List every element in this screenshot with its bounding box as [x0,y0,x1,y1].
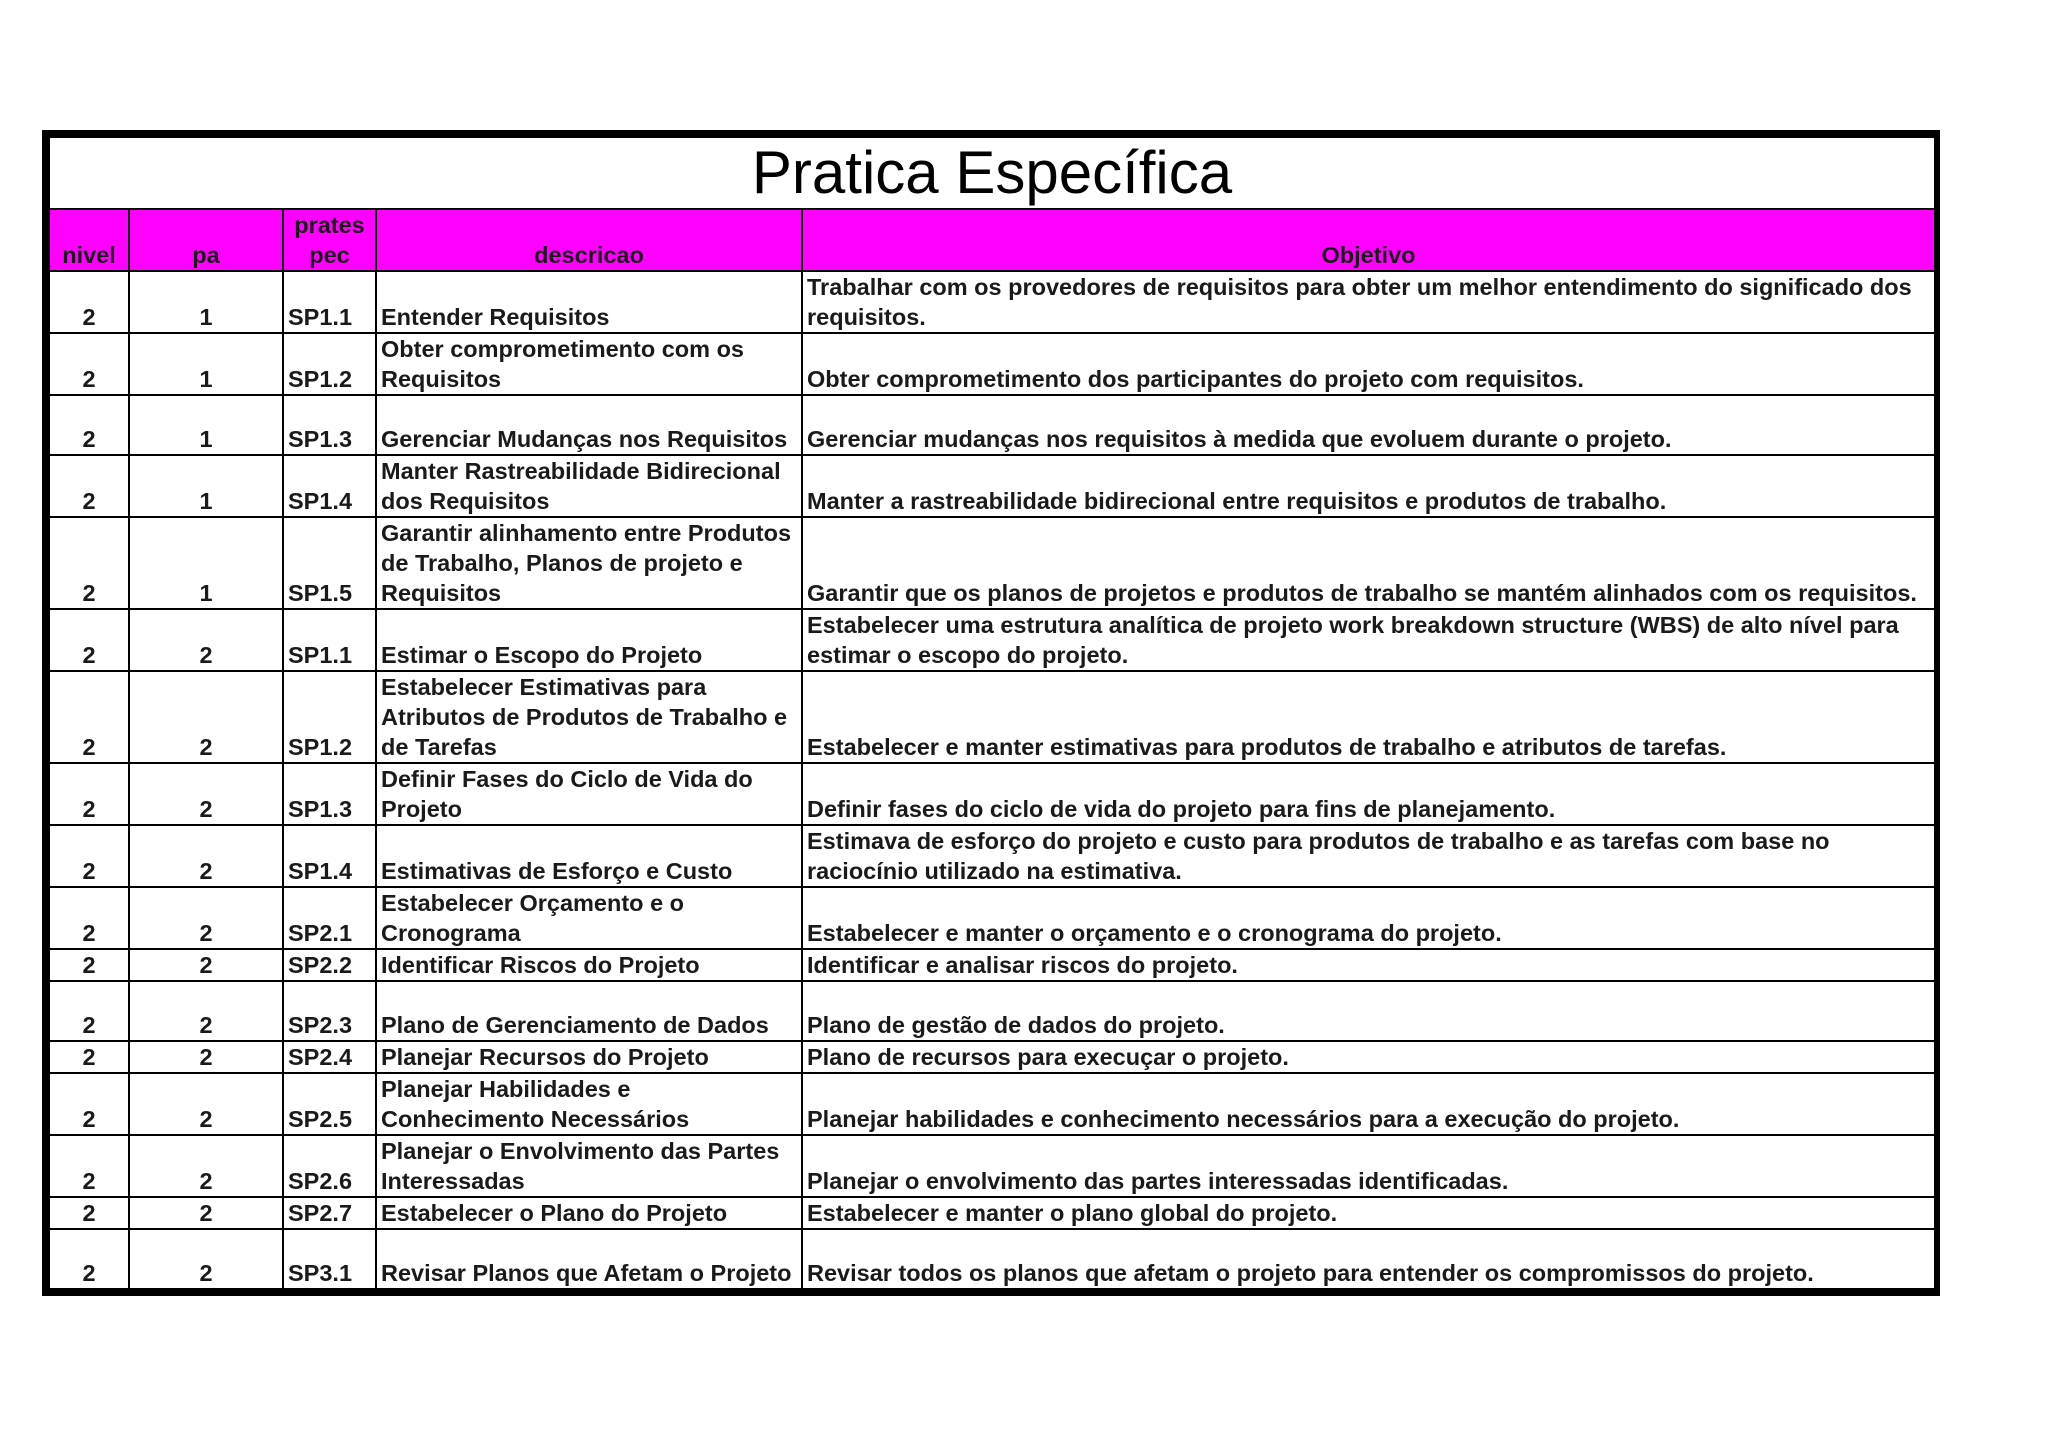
cell-objetivo: Estimava de esforço do projeto e custo para produtos de trabalho e as tarefas com base no raciocínio utilizado na estimativa. [802,825,1935,887]
cell-pec: SP1.2 [283,333,376,395]
cell-nivel: 2 [49,455,129,517]
cell-descricao: Garantir alinhamento entre Produtos de Trabalho, Planos de projeto e Requisitos [376,517,802,609]
cell-nivel: 2 [49,1197,129,1229]
cell-objetivo: Estabelecer e manter o orçamento e o cronograma do projeto. [802,887,1935,949]
cell-descricao: Manter Rastreabilidade Bidirecional dos Requisitos [376,455,802,517]
cell-pec: SP2.1 [283,887,376,949]
cell-pa: 2 [129,1073,283,1135]
cell-pa: 1 [129,271,283,333]
cell-pa: 2 [129,671,283,763]
cell-descricao: Estabelecer Orçamento e o Cronograma [376,887,802,949]
cell-pa: 2 [129,981,283,1041]
table-row [49,1197,1935,1229]
table-row [49,395,1935,455]
table-row [49,1073,1935,1135]
title-row [49,137,1935,209]
table-row [49,271,1935,333]
cell-pa: 2 [129,1197,283,1229]
cell-pa: 2 [129,609,283,671]
cell-pec: SP2.4 [283,1041,376,1073]
cell-nivel: 2 [49,1073,129,1135]
cell-pec: SP1.3 [283,763,376,825]
cell-descricao: Entender Requisitos [376,271,802,333]
cell-pec: SP1.5 [283,517,376,609]
cell-objetivo: Garantir que os planos de projetos e produtos de trabalho se mantém alinhados com os requisitos. [802,517,1935,609]
cell-objetivo: Definir fases do ciclo de vida do projeto para fins de planejamento. [802,763,1935,825]
cell-descricao: Obter comprometimento com os Requisitos [376,333,802,395]
cell-objetivo: Manter a rastreabilidade bidirecional entre requisitos e produtos de trabalho. [802,455,1935,517]
table-row [49,455,1935,517]
table-row [49,1135,1935,1197]
cell-pa: 2 [129,1135,283,1197]
cell-objetivo: Estabelecer e manter estimativas para produtos de trabalho e atributos de tarefas. [802,671,1935,763]
cell-nivel: 2 [49,517,129,609]
table-row [49,1041,1935,1073]
cell-nivel: 2 [49,763,129,825]
cell-pec: SP2.6 [283,1135,376,1197]
table-row [49,825,1935,887]
table-row [49,981,1935,1041]
cell-descricao: Estabelecer Estimativas para Atributos de Produtos de Trabalho e de Tarefas [376,671,802,763]
header-row [49,209,1935,271]
cell-pa: 2 [129,1041,283,1073]
cell-pa: 2 [129,887,283,949]
cell-pec: SP1.1 [283,271,376,333]
cell-nivel: 2 [49,981,129,1041]
table-row [49,949,1935,981]
cell-descricao: Estimativas de Esforço e Custo [376,825,802,887]
cell-objetivo: Trabalhar com os provedores de requisitos para obter um melhor entendimento do significado dos requisitos. [802,271,1935,333]
table-row [49,671,1935,763]
cell-pa: 1 [129,517,283,609]
table-row [49,609,1935,671]
table-row [49,333,1935,395]
cell-nivel: 2 [49,1229,129,1289]
cell-nivel: 2 [49,395,129,455]
cell-pec: SP2.2 [283,949,376,981]
cell-pec: SP1.1 [283,609,376,671]
table-row [49,763,1935,825]
spreadsheet-frame [42,130,1940,1296]
cell-objetivo: Planejar o envolvimento das partes interessadas identificadas. [802,1135,1935,1197]
cell-pec: SP2.3 [283,981,376,1041]
cell-pa: 2 [129,949,283,981]
cell-objetivo: Planejar habilidades e conhecimento necessários para a execução do projeto. [802,1073,1935,1135]
cell-pec: SP1.2 [283,671,376,763]
cell-objetivo: Gerenciar mudanças nos requisitos à medida que evoluem durante o projeto. [802,395,1935,455]
cell-pa: 1 [129,395,283,455]
cell-nivel: 2 [49,825,129,887]
cell-pec: SP1.4 [283,455,376,517]
table-row [49,1229,1935,1289]
column-header-nivel: nivel [49,209,129,271]
column-header-objetivo: Objetivo [802,209,1935,271]
cell-nivel: 2 [49,1041,129,1073]
table-row [49,517,1935,609]
cell-pa: 2 [129,1229,283,1289]
cell-descricao: Plano de Gerenciamento de Dados [376,981,802,1041]
cell-pa: 1 [129,455,283,517]
cell-objetivo: Revisar todos os planos que afetam o projeto para entender os compromissos do projeto. [802,1229,1935,1289]
cell-objetivo: Estabelecer e manter o plano global do projeto. [802,1197,1935,1229]
cell-pec: SP2.7 [283,1197,376,1229]
cell-objetivo: Plano de recursos para execuçar o projeto. [802,1041,1935,1073]
cell-pa: 1 [129,333,283,395]
cell-nivel: 2 [49,271,129,333]
cell-objetivo: Estabelecer uma estrutura analítica de projeto work breakdown structure (WBS) de alto nível para estimar o escopo do projeto. [802,609,1935,671]
cell-nivel: 2 [49,333,129,395]
table-row [49,887,1935,949]
cell-nivel: 2 [49,609,129,671]
cell-pec: SP1.3 [283,395,376,455]
cell-nivel: 2 [49,949,129,981]
cell-descricao: Identificar Riscos do Projeto [376,949,802,981]
cell-descricao: Estimar o Escopo do Projeto [376,609,802,671]
cell-pa: 2 [129,763,283,825]
cell-descricao: Planejar Recursos do Projeto [376,1041,802,1073]
cell-descricao: Estabelecer o Plano do Projeto [376,1197,802,1229]
cell-descricao: Revisar Planos que Afetam o Projeto [376,1229,802,1289]
cell-descricao: Planejar Habilidades e Conhecimento Necessários [376,1073,802,1135]
cell-descricao: Definir Fases do Ciclo de Vida do Projeto [376,763,802,825]
cell-objetivo: Identificar e analisar riscos do projeto. [802,949,1935,981]
cell-pec: SP1.4 [283,825,376,887]
cell-pec: SP2.5 [283,1073,376,1135]
column-header-descricao: descricao [376,209,802,271]
cell-descricao: Gerenciar Mudanças nos Requisitos [376,395,802,455]
cell-nivel: 2 [49,887,129,949]
cell-objetivo: Obter comprometimento dos participantes do projeto com requisitos. [802,333,1935,395]
cell-nivel: 2 [49,1135,129,1197]
table-body [49,271,1935,1289]
practices-table [48,136,1936,1290]
cell-pa: 2 [129,825,283,887]
page-title: Pratica Específica [49,137,1935,209]
cell-pec: SP3.1 [283,1229,376,1289]
cell-descricao: Planejar o Envolvimento das Partes Interessadas [376,1135,802,1197]
column-header-pa: pa [129,209,283,271]
cell-nivel: 2 [49,671,129,763]
column-header-prates-pec: prates pec [283,209,376,271]
cell-objetivo: Plano de gestão de dados do projeto. [802,981,1935,1041]
